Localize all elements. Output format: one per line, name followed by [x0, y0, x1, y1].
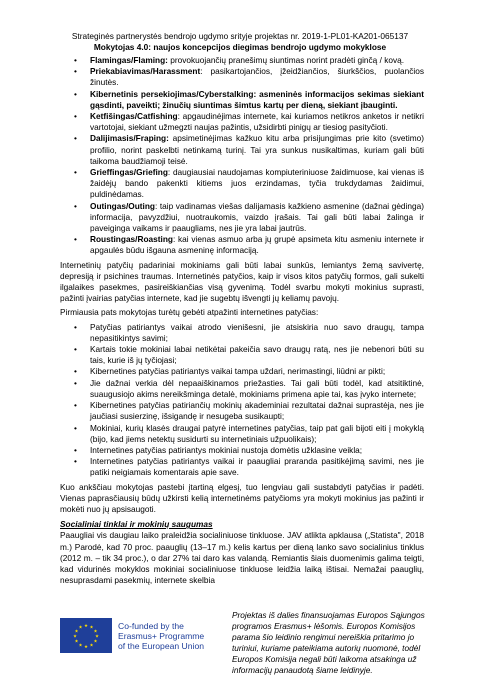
- list-item: • Mokiniai, kurių klasės draugai patyrė internetines patyčias, taip pat gali bijoti eiti į mokyklą (bijo, kad jiems netektų susidurti su internetiniais užpuolikais);: [60, 423, 424, 445]
- svg-text:★: ★: [89, 625, 94, 631]
- list-item: • Internetines patyčias patiriantys mokiniai nustoja domėtis užklasine veikla;: [60, 445, 424, 456]
- list-item: • Kartais tokie mokiniai labai netikėtai pakeičia savo draugų ratą, nes jie nebenori būti su tais, kurie iš jų tyčiojasi;: [60, 344, 424, 366]
- list-item: [60, 89, 424, 111]
- list-item: • Kibernetines patyčias patiriančių mokinių akademiniai rezultatai dažnai suprastėja, nes jie jaučiasi susierzinę, išsigandę ir nesugeba susikaupti;: [60, 400, 424, 422]
- paragraph: Internetinių patyčių padariniai mokiniams gali būti labai sunkūs, lemiantys žemą savivertę, depresiją ir psichines traumas. Internetinės patyčios, kaip ir visos kitos patyčių formos, gali sukelti ilgalaikes pasekmes, pasireiškiančias visą gyvenimą. Todėl svarbu mokyti mokinius suprasti, pažinti įvairias patyčias internete, kad jie sugebtų išvengti jų keliamų pavojų.: [60, 259, 424, 304]
- document-body: [60, 55, 424, 586]
- list-item: [60, 167, 424, 201]
- svg-text:★: ★: [93, 629, 98, 635]
- project-title: Mokytojas 4.0: naujos koncepcijos diegimas bendrojo ugdymo mokyklose: [93, 42, 387, 52]
- term: Roustingas/Roasting: [90, 234, 173, 245]
- paragraph: Paaugliai vis daugiau laiko praleidžia socialiniuose tinkluose. JAV atlikta apklausa („Statista", 2018 m.) Parodė, kad 70 proc. paauglių (13–17 m.) kelis kartus per dieną lanko savo socialinius tinklus (2012 m. – tik 34 proc.), o dar 27% tai daro kas valandą. Remiantis šiais duomenimis galima teigti, kad vidurinės mokyklos mokiniai socialiniuose tinkluose leidžia laiką ištisai. Nemažai paauglių, nesuprasdami pasekmių, internete skelbia: [60, 530, 424, 586]
- term: Ketfišingas/Catfishing: [90, 111, 178, 122]
- term: Flamingas/Flaming:: [90, 55, 168, 65]
- list-item: • Kibernetines patyčias patiriantys vaikai tampa uždari, nerimastingi, liūdni ar pikti;: [60, 366, 424, 377]
- list-item: [60, 201, 424, 235]
- list-item: [60, 111, 424, 133]
- page-footer: [0, 604, 480, 679]
- document-header: [60, 31, 420, 53]
- svg-text:★: ★: [83, 645, 89, 650]
- list-item: • Jie dažnai verkia dėl nepaaiškinamos priežasties. Tai gali būti todėl, kad atsitiktinė, suaugusiojo akims nereikšminga detalė, mokiniams primena apie tai, kas įvyko internete;: [60, 378, 424, 400]
- paragraph: Kuo ankščiau mokytojas pastebi įtartiną elgesį, tuo lengviau gali sustabdyti patyčias ir padėti. Vienas paprasčiausių būdų užkirsti kelią internetinėms patyčioms yra mokyti mokinius jas pažinti ir mokėti nuo jų apsisaugoti.: [60, 481, 424, 514]
- paragraph: Pirmiausia pats mokytojas turėtų gebėti atpažinti internetines patyčias:: [60, 307, 319, 318]
- term-desc: : daugiausiai naudojamas kompiuteriniuose žaidimuose, kai vienas iš žaidėjų bando pakenkti kitiems juos erzindamas, tyčia trukdydamas žaidimui, puldinėdamas.: [90, 167, 424, 200]
- term-desc: : apgaudinėjimas internete, kai kuriamos netikros anketos ir netikri vartotojai, siekiant užmegzti naujas pažintis, užsidirbti pinigų ar tiesiog pasityčioti.: [90, 111, 424, 133]
- term: Kibernetinis persekiojimas/Cyberstalking:: [90, 88, 257, 99]
- term-desc: : pasikartojančios, įžeidžiančios, šiurkščios, puolančios žinutės.: [90, 66, 424, 88]
- list-item: [60, 234, 424, 256]
- svg-text:★: ★: [78, 625, 83, 631]
- svg-text:★: ★: [83, 624, 89, 629]
- terms-list: [60, 55, 424, 257]
- svg-text:★: ★: [78, 643, 83, 649]
- term: Dalijimasis/Fraping:: [90, 133, 169, 144]
- svg-text:★: ★: [93, 639, 98, 645]
- list-item: [60, 133, 424, 167]
- term-desc: provokuojančių pranešimų siuntimas norint pradėti ginčą / kovą.: [167, 55, 405, 65]
- signs-list: [60, 322, 424, 479]
- list-item: [60, 66, 424, 88]
- term-desc: asmeninės informacijos sekimas siekiant gąsdinti, paveikti; žinučių siuntimas šimtus kartų per dieną, siekiant įbauginti.: [90, 88, 424, 110]
- svg-text:★: ★: [74, 629, 79, 635]
- eu-logo: [60, 618, 205, 654]
- section-heading: Socialiniai tinklai ir mokinių saugumas: [60, 519, 213, 530]
- list-item: [60, 55, 424, 66]
- svg-text:★: ★: [94, 634, 100, 640]
- eu-flag-icon: [60, 618, 112, 653]
- funding-disclaimer: Projektas iš dalies finansuojamas Europos Sąjungos programos Erasmus+ lėšomis. Europos Komisijos parama šio leidinio rengimui nereiškia pritarimo jo turiniui, kuriame pateikiama autorių nuomonė, todėl Europos Komisija negali būti laikoma atsakinga už informacijų panaudotą šiame leidinyje.: [232, 610, 425, 675]
- term: Priekabiavimas/Harassment: [90, 66, 201, 77]
- term-desc: : taip vadinamas viešas dalijamasis kažkieno asmenine (dažnai gėdinga) informacija, pavyzdžiui, nuotraukomis, vaizdo įrašais. Tai gali būti labai žalinga ir paveiginga vaikams ir paaugliams, nes jie yra labai jautrūs.: [90, 200, 424, 234]
- project-line: Strateginės partnerystės bendrojo ugdymo srityje projektas nr. 2019-1-PL01-KA201-065137: [71, 31, 409, 41]
- term-desc: apsimetinėjimas kažkuo kitu arba prisijungimas prie kito (svetimo) profilio, norint paskelbti netinkamą turinį. Tai yra sunkus nusikaltimas, kuriam gali būti taikoma baudžiamoji teisė.: [90, 133, 424, 166]
- term: Outingas/Outing: [90, 200, 155, 211]
- svg-text:★: ★: [89, 643, 94, 649]
- term: Grieffingas/Griefing: [90, 167, 168, 178]
- list-item: • Patyčias patiriantys vaikai atrodo vienišesni, jie atsiskiria nuo savo draugų, tampa nepasitikintys savimi;: [60, 322, 424, 344]
- term-desc: : kai vienas asmuo arba jų grupė apsimeta kitu asmeniu internete ir apgaulės būdu išgauna asmeninę informaciją.: [90, 234, 424, 256]
- svg-text:★: ★: [74, 639, 79, 645]
- svg-text:★: ★: [72, 634, 78, 640]
- eu-cofunded-text: Co-funded by the Erasmus+ Programme of the European Union: [118, 621, 205, 651]
- list-item: • Internetines patyčias patiriantys vaikai ir paaugliai praranda pasitikėjimą savimi, nes jie patiki neigiamais komentarais apie save.: [60, 456, 424, 478]
